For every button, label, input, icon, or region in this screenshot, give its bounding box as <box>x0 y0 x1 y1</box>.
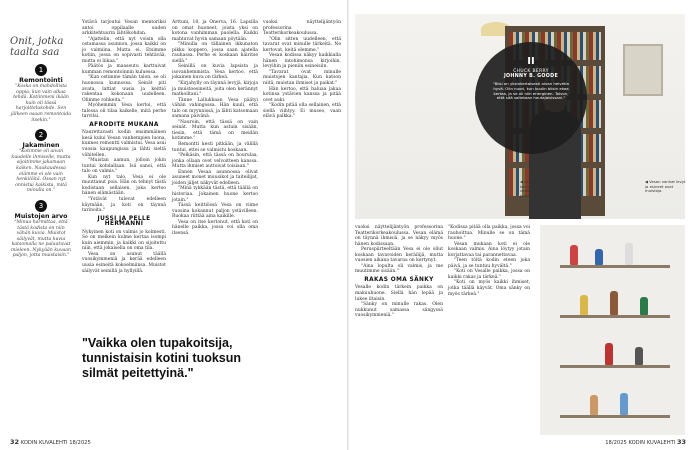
sidebar-item-title: Remontointi <box>19 77 63 84</box>
sidebar-item-title: Muistojen arvo <box>14 212 68 220</box>
figurine <box>635 347 643 365</box>
caption-triangle-icon: ◀ <box>520 179 523 184</box>
paragraph: Ennen Vesaa asunnossa olivat asuneet monet muusikot ja taiteilijat, joiden jäljet näkyvät edelleen. <box>172 169 258 186</box>
paragraph: Kun nyt talo, Vesa ei ole muuttanut pois. Hän on tehnyt tästä kodistaan sellaisen, joka kertoo hänen elämästään. <box>82 174 166 197</box>
paragraph: Myöhemmin Vesa kertoi, että talossa oli tilaa kaikelle, mitä perhe tarvitsi. <box>82 103 166 120</box>
figurine <box>590 395 598 415</box>
caption-text: Lallukassa kerrotaan Vesan valokuvista ja julisteista. <box>520 179 551 198</box>
magazine-name: 18/2025 KODIN KUVALEHTI <box>605 440 676 446</box>
figurine <box>620 393 628 415</box>
paragraph: "Kodissa pitää olla paikka, jossa voi rauhoittua. Minulle se on tämä huone." <box>448 225 530 242</box>
magazine-name: KODIN KUVALEHTI 18/2025 <box>20 440 91 446</box>
page-number: 32 <box>10 438 20 446</box>
caption-text: Vesan vanhat levyt ja esineet ovat muistoja. <box>645 179 686 194</box>
paragraph: "Kirjahylly on täynnä levyjä, kirjoja ja muistoesineitä, joita olen kerännyt matkoiltani." <box>172 81 258 98</box>
paragraph: Arttuni, 18, ja Onerva, 16. Lapsilla on omat huoneet, joista yksi on kotona vanhimman puolella. Kaikki mahtuvat hyvin samaan pöytään. <box>172 20 258 42</box>
paragraph: Vesa on itse kertonut, että koti on hänelle paikka, jossa voi olla oma itsensä. <box>172 219 258 236</box>
article-column-5 <box>448 225 530 297</box>
subheading: RAKAS OMA SÄNKY <box>364 276 434 283</box>
paragraph: Peruspiirteeltään Vesa ei ole ollut koskaan tavaroiden keräilijä, mutta vuosien aikana tavaraa on kertynyt. <box>355 247 443 264</box>
figurine <box>605 343 613 365</box>
number-badge: 2 <box>35 129 47 141</box>
sidebar-item-title: Jakaminen <box>22 142 60 150</box>
figurine <box>595 249 603 265</box>
paragraph: Ystävä tarjoutui Vesan mentoriksi antoi oppilaalle uuden arkkitehtuurin lähtökohdan. <box>82 20 166 37</box>
shelf-line <box>560 265 670 268</box>
pause-icon: II <box>527 56 535 67</box>
figurine <box>580 295 588 315</box>
sidebar-item-text: "Kotimme oli aivan kuudelle ihmiselle, mutta sijoitimme jakamaan kaiken. Naukaudessa elämme ei ole vain henkilöitä. Ossan nyt onnistui kaikista, mitä minulla on." <box>11 149 71 194</box>
photo-caption-1 <box>520 180 560 198</box>
pull-quote: "Vaikka olen tupakoitsija, tunnistaisin kotini tuoksun silmät peitettyinä." <box>82 336 242 380</box>
paragraph: Seinillä on kuvia lapsista ja isovanhemmista. Vesa kertoo, että jokainen kuva on tärkeä. <box>172 64 258 81</box>
subheading: AFRODITE MUKANA <box>89 121 159 128</box>
article-column-3 <box>263 20 341 120</box>
sidebar-heading: Onit, jotka taalta saa <box>10 36 64 58</box>
paragraph: "Sänky on minulle rakas. Olen nukkunut samassa sängyssä vuosikymmeniä." <box>355 302 443 319</box>
photo-caption-2 <box>645 180 690 194</box>
page-gutter <box>347 0 349 450</box>
song-title: JOHNNY B. GOODE <box>503 74 559 79</box>
shelf-line <box>560 415 670 418</box>
paragraph: Nykyinen koti on valmis jo kolmesti. Se on melkein kolme kertaa isompi kuin aiemmin, ja kaikki on sijoitettu niin, että jokaisella on oma tila. <box>82 229 166 252</box>
song-quote-circle <box>475 42 587 154</box>
paragraph: "Pelkäsin, että tässä on hourulaa, jonka ollaan ovet velvoitteen kanssa. Mutta ihmiset auttoivat toisiaan." <box>172 153 258 170</box>
caption-triangle-icon: ◀ <box>645 179 648 184</box>
sidebar-item-1 <box>10 64 72 123</box>
shelf-line <box>560 365 670 368</box>
paragraph: "Koti on myös kaikki ihmiset, jotka täällä käyvät. Oma sänky on myös tärkeä." <box>448 280 530 297</box>
sidebar-box <box>10 36 72 265</box>
paragraph: "Minulla on tällainen ikkunaton pikku koppero, jossa saan ajatella rauhassa. Perhe ei koskaan häiritse siellä." <box>172 42 258 64</box>
paragraph: "Kun ostimme tämän talon, se oli huonossa kunnossa. Seinät piti avata, lattiat uusia ja keittiö rakentaa kokonaan uudelleen. Olimme rohkeita." <box>82 75 166 103</box>
figurine <box>570 245 578 265</box>
paragraph: Vesan mukaan koti ei ole koskaan valmis. Aina löytyy jotain korjattavaa tai parannettavaa. <box>448 241 530 258</box>
paragraph: "Muistan aamun, jolloin jokin tuntui kohdallaan. Isä sanoi, että talo on valmis." <box>82 158 166 175</box>
paragraph: Vesalle kodin tärkein paikka on makuuhuone. Siellä hän lepää ja lukee iltaisin. <box>355 285 443 302</box>
sidebar-item-2 <box>10 129 72 194</box>
paragraph: Päätös ja maaseutu karttuivat kumman remontoinnin kuluessa. <box>82 64 166 75</box>
paragraph: Hän kertoo, että haluaa jakaa kotinsa ystävien kanssa ja pitää ovet auki. <box>263 86 341 103</box>
number-badge: 1 <box>35 64 47 76</box>
paragraph: "Olin sitten uudelleen, että tavarat ovat minulle tärkeitä. Ne kertovat, keitä olemme." <box>263 36 341 53</box>
sidebar-item-text: "Minua harmittaa, että tästä kodista on niin vähän kuvia. Muistot säilyvät, mutta kuvia katsomalla ne palautuvat mieleen. Nykyään kuvaan paljon, jotta muistaisin." <box>11 219 71 259</box>
figurine <box>610 291 618 315</box>
paragraph: Naurettavasti kodin ensimmäinen kesä kului Vesan vanhempien luona, kunnes remontti valmistui. Vesa asui vuosia kaupungissa ja lähti sieltä vähitellen. <box>82 130 166 158</box>
footer-right <box>605 438 686 446</box>
song-quote-text: "Biisi on yksinkertaisesti aivan helvetin hyvä. Olin nuori, kun kuulin biisin ekaa kertaa, ja se oli niin energinen. Toivon, että sitä soitetaan hautajaisissani." <box>492 81 570 101</box>
footer-left <box>10 438 91 446</box>
paragraph: Vesan kodissa näkyy kaikkialla hänen intohimonsa kirjoihin, levyihin ja pieniin esineisiin. <box>263 53 341 70</box>
figurine <box>575 345 583 365</box>
paragraph: Vesa on asunut täällä vuosikymmeniä ja kerää edelleen uusia esineitä kokoelmiinsa. Muistot säilyvät seinillä ja hyllyillä. <box>82 251 166 274</box>
paragraph: vuoksi näyttelijäntyön professorina Teatterikorkeakoulussa. Vesan elämä on täynnä ihmisiä, ja se näkyy myös hänen kodissaan. <box>355 225 443 247</box>
shelf-line <box>560 315 670 318</box>
figurine <box>625 243 633 265</box>
article-column-1 <box>82 20 166 274</box>
paragraph: "Kodin pitää olla sellainen, että siellä viihtyy. Ei museo, vaan elävä paikka." <box>263 103 341 120</box>
article-column-4 <box>355 225 443 319</box>
paragraph: Remontti kesti pitkään, ja välillä tuntui, ettei se valmistu koskaan. <box>172 142 258 153</box>
sidebar-item-3 <box>10 200 72 259</box>
shelf-photo <box>540 225 685 435</box>
article-column-2 <box>172 20 258 236</box>
paragraph: "Koti on Vesalle paikka, jossa on kaikki rakas ja tärkeä." <box>448 269 530 280</box>
page-number: 33 <box>676 438 686 446</box>
paragraph: "Ystävät tulevat edelleen käymään, ja koti on täynnä tarinoita." <box>82 196 166 214</box>
paragraph: vuoksi näyttelijäntyön professorina Teatterikorkeakoulussa. <box>263 20 341 37</box>
song-artist: CHUCK BERRY <box>513 69 549 74</box>
wall-picture <box>623 44 663 96</box>
paragraph: "Minä tykkään tästä, että täällä on historiaa. Jokainen huone kertoo jotain." <box>172 186 258 203</box>
paragraph: "Ajattelin, että nyt voisin olla ostamassa asunnon, jossa kaikki on jo valmiina. Mutta ei. Etsimme kotiin, jossa on sopivasti tehtävää, mutta ei liikaa." <box>82 36 166 64</box>
paragraph: Tässä keittiössä Vesa on viime vuosina kokannut paljon ystävilleen. Ruokaa riittää aina kaikille. <box>172 203 258 220</box>
paragraph: "Nauroin, että tässä on vain seinät. Mutta kun astuin sisään, tiesin, että tämä on meidän kotimme." <box>172 119 258 142</box>
subheading: JUSSI JA PELLE HERMANNI <box>97 215 151 228</box>
paragraph: "Tavarat ovat minulle muistojen kantajia. Kun katson niitä, muistan ihmiset ja paikat." <box>263 69 341 87</box>
paragraph: "Teen töitä kodin eteen joka päivä, ja se tuntuu hyvältä." <box>448 258 530 269</box>
paragraph: Tänne Lallukkaan Vesa päätyi vähän vahingossa. Hän kuuli, että talo on myynnissä, ja lähti katsomaan samana päivänä. <box>172 97 258 120</box>
number-badge: 3 <box>35 200 47 212</box>
paragraph: "Aina lopulta oli valmis, ja me muutimme sisään." <box>355 263 443 275</box>
sidebar-item-text: "Koska on mahdollista oppia, kun vain alkaa tehdä. Kotiinmeni ikään kuin oli tässä harjoittelukohde. Sen jälkeen osaan remontoida itsekin." <box>10 84 72 123</box>
figurine <box>640 297 648 315</box>
